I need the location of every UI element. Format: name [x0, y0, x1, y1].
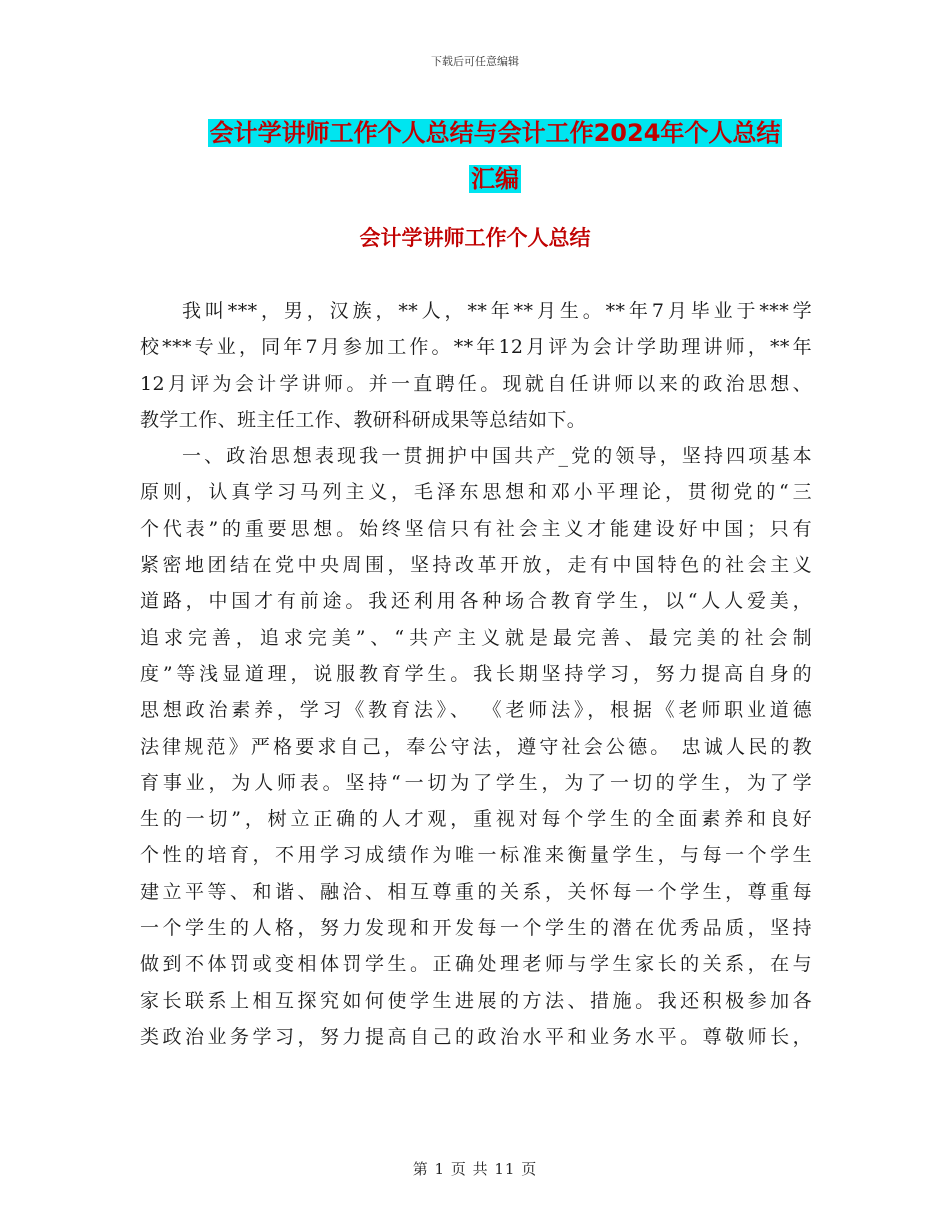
text-line: 12月评为会计学讲师。并一直聘任。现就自任讲师以来的政治思想、 [140, 372, 812, 395]
text-line: 校***专业，同年7月参加工作。**年12月评为会计学助理讲师，**年 [140, 336, 812, 359]
page-number: 第 1 页 共 11 页 [412, 1160, 538, 1178]
text-line: 育事业，为人师表。坚持“一切为了学生，为了一切的学生，为了学 [140, 771, 812, 794]
text-line: 道路，中国才有前途。我还利用各种场合教育学生，以“人人爱美， [140, 590, 812, 613]
text-line: 类政治业务学习，努力提高自己的政治水平和业务水平。尊敬师长， [140, 1025, 812, 1048]
text-line: 一、政治思想表现我一贯拥护中国共产_党的领导，坚持四项基本 [182, 445, 812, 468]
text-line: 我叫***，男，汉族，**人，**年**月生。**年7月毕业于***学 [182, 300, 812, 322]
body-text [140, 293, 812, 1055]
text-line: 个性的培育，不用学习成绩作为唯一标准来衡量学生，与每一个学生 [140, 844, 812, 867]
text-line: 建立平等、和谐、融洽、相互尊重的关系，关怀每一个学生，尊重每 [140, 880, 812, 903]
title-line-1: 会计学讲师工作个人总结与会计工作2024年个人总结 [209, 119, 781, 147]
text-line: 家长联系上相互探究如何使学生进展的方法、措施。我还积极参加各 [140, 989, 812, 1012]
text-line: 教学工作、班主任工作、教研科研成果等总结如下。 [140, 408, 587, 431]
title-line-2: 汇编 [471, 165, 519, 193]
section-title: 会计学讲师工作个人总结 [359, 226, 591, 250]
text-line: 一个学生的人格，努力发现和开发每一个学生的潜在优秀品质，坚持 [140, 917, 812, 940]
text-line: 紧密地团结在党中央周围，坚持改革开放，走有中国特色的社会主义 [140, 554, 812, 577]
text-line: 原则，认真学习马列主义，毛泽东思想和邓小平理论，贯彻党的“三 [140, 481, 812, 504]
text-line: 追求完善，追求完美”、“共产主义就是最完善、最完美的社会制 [140, 626, 812, 649]
text-line: 度”等浅显道理，说服教育学生。我长期坚持学习，努力提高自身的 [140, 662, 812, 685]
text-line: 思想政治素养，学习《教育法》、 《老师法》，根据《老师职业道德 [140, 699, 812, 722]
header-note: 下载后可任意编辑 [431, 55, 519, 68]
text-line: 生的一切”，树立正确的人才观，重视对每个学生的全面素养和良好 [140, 808, 812, 831]
text-line: 做到不体罚或变相体罚学生。正确处理老师与学生家长的关系，在与 [140, 953, 812, 976]
document-title [100, 110, 890, 202]
text-line: 个代表”的重要思想。始终坚信只有社会主义才能建设好中国；只有 [140, 517, 812, 540]
text-line: 法律规范》严格要求自己，奉公守法，遵守社会公德。 忠诚人民的教 [140, 735, 812, 758]
